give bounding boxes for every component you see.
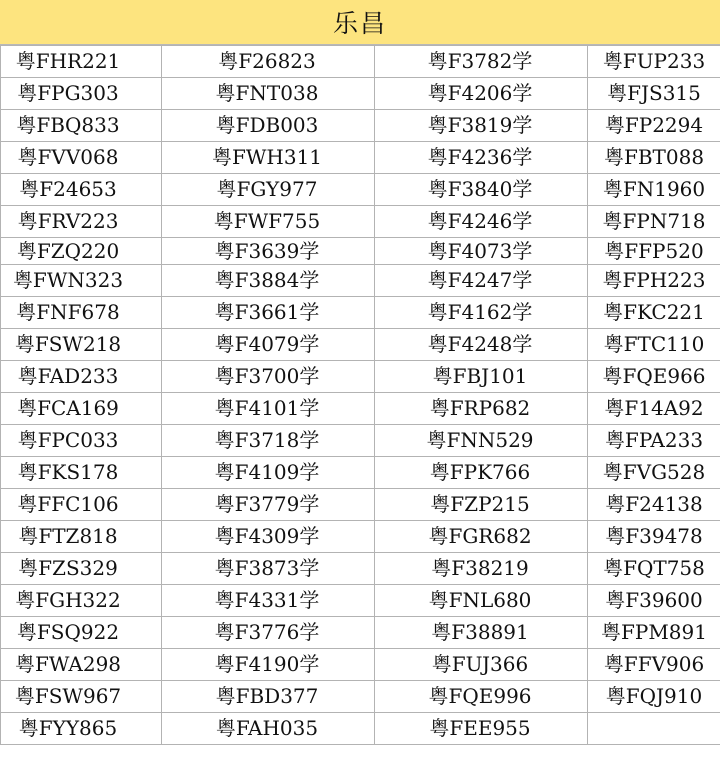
plate-cell: 粤F3782学 xyxy=(375,46,588,78)
plate-cell: 粤FFC106 xyxy=(1,489,162,521)
plate-cell: 粤FSQ922 xyxy=(1,617,162,649)
plate-cell: 粤F4206学 xyxy=(375,78,588,110)
plate-cell: 粤FSW218 xyxy=(1,329,162,361)
plate-table-body xyxy=(1,46,720,745)
table-row xyxy=(1,489,720,521)
table-row xyxy=(1,142,720,174)
plate-cell xyxy=(588,713,720,745)
plate-cell: 粤F4309学 xyxy=(162,521,375,553)
plate-cell: 粤FWA298 xyxy=(1,649,162,681)
plate-cell: 粤F14A92 xyxy=(588,393,720,425)
plate-cell: 粤FBD377 xyxy=(162,681,375,713)
plate-cell: 粤FNN529 xyxy=(375,425,588,457)
plate-cell: 粤FPH223 xyxy=(588,265,720,297)
table-row xyxy=(1,553,720,585)
plate-cell: 粤F4109学 xyxy=(162,457,375,489)
plate-cell: 粤FZS329 xyxy=(1,553,162,585)
plate-cell: 粤FNL680 xyxy=(375,585,588,617)
plate-cell: 粤FPK766 xyxy=(375,457,588,489)
plate-cell: 粤FFP520 xyxy=(588,238,720,265)
plate-cell: 粤FBQ833 xyxy=(1,110,162,142)
table-row xyxy=(1,110,720,142)
table-row xyxy=(1,393,720,425)
plate-cell: 粤FYY865 xyxy=(1,713,162,745)
plate-cell: 粤F26823 xyxy=(162,46,375,78)
plate-cell: 粤F3639学 xyxy=(162,238,375,265)
plate-cell: 粤FZQ220 xyxy=(1,238,162,265)
plate-cell: 粤FVG528 xyxy=(588,457,720,489)
plate-table xyxy=(0,45,720,745)
plate-cell: 粤FVV068 xyxy=(1,142,162,174)
plate-cell: 粤F3873学 xyxy=(162,553,375,585)
plate-cell: 粤FGH322 xyxy=(1,585,162,617)
table-row xyxy=(1,174,720,206)
table-row xyxy=(1,206,720,238)
plate-cell: 粤FQT758 xyxy=(588,553,720,585)
table-row xyxy=(1,78,720,110)
plate-cell: 粤F4248学 xyxy=(375,329,588,361)
plate-cell: 粤F3819学 xyxy=(375,110,588,142)
plate-cell: 粤FPM891 xyxy=(588,617,720,649)
plate-cell: 粤FWF755 xyxy=(162,206,375,238)
plate-cell: 粤F3884学 xyxy=(162,265,375,297)
plate-cell: 粤FGY977 xyxy=(162,174,375,206)
plate-cell: 粤FGR682 xyxy=(375,521,588,553)
plate-cell: 粤F38219 xyxy=(375,553,588,585)
table-row xyxy=(1,713,720,745)
table-row xyxy=(1,297,720,329)
plate-cell: 粤F3661学 xyxy=(162,297,375,329)
plate-cell: 粤FUP233 xyxy=(588,46,720,78)
plate-cell: 粤FPG303 xyxy=(1,78,162,110)
plate-cell: 粤FNT038 xyxy=(162,78,375,110)
table-row xyxy=(1,238,720,265)
plate-cell: 粤F4101学 xyxy=(162,393,375,425)
plate-cell: 粤F24653 xyxy=(1,174,162,206)
plate-cell: 粤FQE966 xyxy=(588,361,720,393)
plate-cell: 粤F24138 xyxy=(588,489,720,521)
plate-cell: 粤FBJ101 xyxy=(375,361,588,393)
plate-cell: 粤F4246学 xyxy=(375,206,588,238)
plate-cell: 粤F4162学 xyxy=(375,297,588,329)
plate-cell: 粤FPC033 xyxy=(1,425,162,457)
plate-cell: 粤F39600 xyxy=(588,585,720,617)
sheet-title: 乐昌 xyxy=(0,0,720,45)
plate-cell: 粤FQJ910 xyxy=(588,681,720,713)
plate-cell: 粤FTZ818 xyxy=(1,521,162,553)
table-row xyxy=(1,457,720,489)
plate-cell: 粤F3840学 xyxy=(375,174,588,206)
plate-cell: 粤F38891 xyxy=(375,617,588,649)
plate-cell: 粤FFV906 xyxy=(588,649,720,681)
plate-cell: 粤FNF678 xyxy=(1,297,162,329)
plate-cell: 粤FTC110 xyxy=(588,329,720,361)
table-row xyxy=(1,649,720,681)
plate-cell: 粤FEE955 xyxy=(375,713,588,745)
plate-cell: 粤FDB003 xyxy=(162,110,375,142)
plate-cell: 粤FN1960 xyxy=(588,174,720,206)
plate-cell: 粤F4190学 xyxy=(162,649,375,681)
plate-cell: 粤FKC221 xyxy=(588,297,720,329)
plate-cell: 粤FAD233 xyxy=(1,361,162,393)
plate-cell: 粤FKS178 xyxy=(1,457,162,489)
plate-cell: 粤FZP215 xyxy=(375,489,588,521)
plate-cell: 粤F4331学 xyxy=(162,585,375,617)
plate-cell: 粤F4079学 xyxy=(162,329,375,361)
plate-cell: 粤FJS315 xyxy=(588,78,720,110)
plate-cell: 粤FQE996 xyxy=(375,681,588,713)
table-row xyxy=(1,265,720,297)
plate-cell: 粤FSW967 xyxy=(1,681,162,713)
table-row xyxy=(1,521,720,553)
table-row xyxy=(1,361,720,393)
plate-cell: 粤F3776学 xyxy=(162,617,375,649)
plate-cell: 粤F4073学 xyxy=(375,238,588,265)
table-row xyxy=(1,46,720,78)
plate-cell: 粤F3718学 xyxy=(162,425,375,457)
plate-cell: 粤FRV223 xyxy=(1,206,162,238)
plate-cell: 粤F3779学 xyxy=(162,489,375,521)
plate-cell: 粤FHR221 xyxy=(1,46,162,78)
plate-cell: 粤F3700学 xyxy=(162,361,375,393)
plate-cell: 粤FAH035 xyxy=(162,713,375,745)
plate-cell: 粤FWN323 xyxy=(1,265,162,297)
plate-cell: 粤FPA233 xyxy=(588,425,720,457)
table-row xyxy=(1,329,720,361)
plate-cell: 粤FRP682 xyxy=(375,393,588,425)
table-row xyxy=(1,617,720,649)
plate-cell: 粤F39478 xyxy=(588,521,720,553)
table-row xyxy=(1,425,720,457)
plate-cell: 粤FPN718 xyxy=(588,206,720,238)
plate-cell: 粤F4247学 xyxy=(375,265,588,297)
plate-cell: 粤F4236学 xyxy=(375,142,588,174)
table-row xyxy=(1,585,720,617)
plate-cell: 粤FCA169 xyxy=(1,393,162,425)
table-row xyxy=(1,681,720,713)
plate-cell: 粤FBT088 xyxy=(588,142,720,174)
plate-cell: 粤FWH311 xyxy=(162,142,375,174)
plate-cell: 粤FP2294 xyxy=(588,110,720,142)
plate-cell: 粤FUJ366 xyxy=(375,649,588,681)
